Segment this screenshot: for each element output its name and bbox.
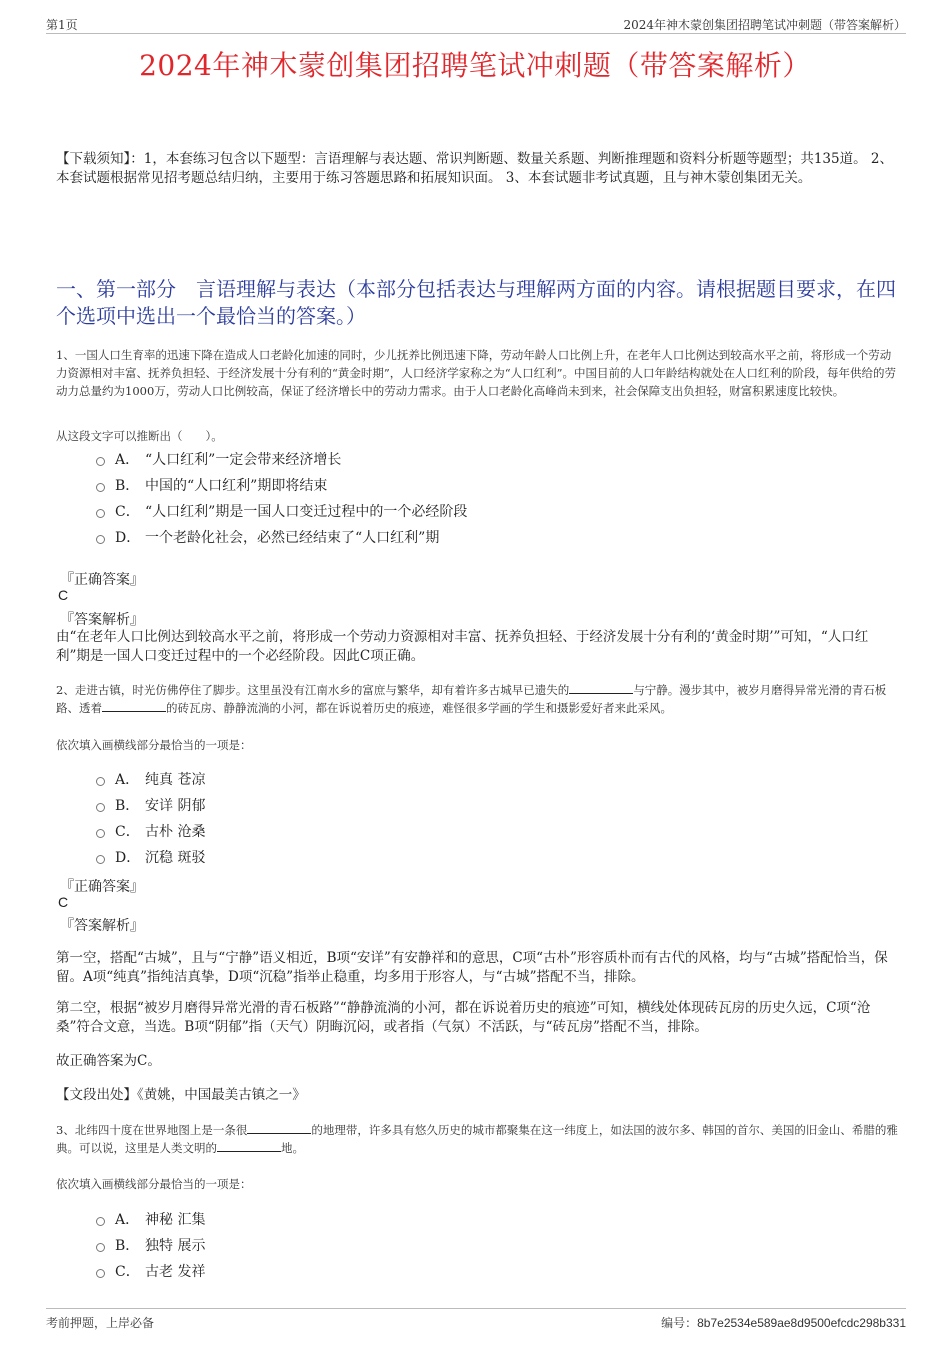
page-title: 2024年神木蒙创集团招聘笔试冲刺题（带答案解析） — [139, 49, 811, 82]
page-footer — [46, 1308, 906, 1332]
radio-icon[interactable] — [96, 457, 105, 466]
radio-icon[interactable] — [96, 1243, 105, 1252]
fill-blank — [217, 1141, 281, 1152]
option-c[interactable]: C． 古老 发祥 — [96, 1258, 796, 1284]
fill-blank — [569, 683, 633, 694]
fill-blank — [102, 701, 166, 712]
correct-answer-label: 『正确答案』 — [60, 879, 144, 895]
question-1-analysis: 由“在老年人口比例达到较高水平之前，将形成一个劳动力资源相对丰富、抚养负担轻、于经济发展十分有利的‘黄金时期’”可知，“人口红利”期是一国人口变迁过程中的一个必经阶段。因此C项正确。 — [56, 629, 869, 664]
radio-icon[interactable] — [96, 535, 105, 544]
option-c[interactable]: C． “人口红利”期是一国人口变迁过程中的一个必经阶段 — [96, 498, 796, 524]
question-1-options — [96, 446, 796, 550]
question-1-answer: C — [58, 587, 69, 603]
option-d[interactable]: D． 一个老龄化社会，必然已经结束了“人口红利”期 — [96, 524, 796, 550]
question-1-text: 1、一国人口生育率的迅速下降在造成人口老龄化加速的同时，少儿抚养比例迅速下降，劳动年龄人口比例上升，在老年人口比例达到较高水平之前，将形成一个劳动力资源相对丰富、抚养负担轻、于经济发展十分有利的“黄金时期”，人口经济学家称之为“人口红利”。中国目前的人口年龄结构就处在人口红利的阶段，每年供给的劳动力总量约为1000万，劳动人口比例较高，保证了经济增长中的劳动力需求。由于人口老龄化高峰尚未到来，社会保障支出负担轻，财富积累速度比较快。 — [56, 348, 897, 398]
footer-code: 编号：8b7e2534e589ae8d9500efcdc298b331 — [661, 1316, 906, 1330]
option-b[interactable]: B． 中国的“人口红利”期即将结束 — [96, 472, 796, 498]
option-a[interactable]: A． “人口红利”一定会带来经济增长 — [96, 446, 796, 472]
radio-icon[interactable] — [96, 483, 105, 492]
option-b[interactable]: B． 独特 展示 — [96, 1232, 796, 1258]
question-2-options — [96, 766, 796, 870]
question-2-conclusion: 故正确答案为C。 — [56, 1053, 161, 1069]
question-2-text: 2、走进古镇，时光仿佛停住了脚步。这里虽没有江南水乡的富庶与繁华，却有着许多古城早已遗失的 与宁静。漫步其中，被岁月磨得异常光滑的青石板路、透着 的砖瓦房、静静流淌的小河，都在诉说着历史的痕迹，难怪很多学画的学生和摄影爱好者来此采风。 — [56, 683, 887, 715]
option-a[interactable]: A． 神秘 汇集 — [96, 1206, 796, 1232]
question-2-source: 【文段出处】《黄姚，中国最美古镇之一》 — [56, 1087, 306, 1103]
option-d[interactable]: D． 沉稳 斑驳 — [96, 844, 796, 870]
question-3-options — [96, 1206, 796, 1284]
option-a[interactable]: A． 纯真 苍凉 — [96, 766, 796, 792]
question-3-text: 3、北纬四十度在世界地图上是一条很 的地理带，许多具有悠久历史的城市都聚集在这一纬度上，如法国的波尔多、韩国的首尔、美国的旧金山、希腊的雅典。可以说，这里是人类文明的 地。 — [56, 1123, 898, 1155]
question-3-prompt: 依次填入画横线部分最恰当的一项是： — [56, 1177, 252, 1191]
radio-icon[interactable] — [96, 1217, 105, 1226]
footer-slogan: 考前押题，上岸必备 — [46, 1316, 155, 1330]
radio-icon[interactable] — [96, 855, 105, 864]
option-c[interactable]: C． 古朴 沧桑 — [96, 818, 796, 844]
analysis-label: 『答案解析』 — [60, 918, 144, 934]
question-2-analysis-2: 第二空，根据“被岁月磨得异常光滑的青石板路”“静静流淌的小河，都在诉说着历史的痕迹”可知，横线处体现砖瓦房的历史久远，C项“沧桑”符合文意，当选。B项“阴郁”指（天气）阴晦沉闷，或者指（气氛）不活跃，与“砖瓦房”搭配不当，排除。 — [56, 1000, 871, 1035]
section-heading: 一、第一部分 言语理解与表达（本部分包括表达与理解两方面的内容。请根据题目要求，在四个选项中选出一个最恰当的答案。） — [56, 277, 896, 328]
page-number: 第1页 — [46, 18, 78, 32]
download-notice: 【下载须知】：1，本套练习包含以下题型：言语理解与表达题、常识判断题、数量关系题、判断推理题和资料分析题等题型；共135道。 2、本套试题根据常见招考题总结归纳，主要用于练习答题思路和拓展知识面。 3、本套试题非考试真题，且与神木蒙创集团无关。 — [56, 151, 893, 186]
header-doc-title: 2024年神木蒙创集团招聘笔试冲刺题（带答案解析） — [623, 18, 906, 32]
radio-icon[interactable] — [96, 777, 105, 786]
correct-answer-label: 『正确答案』 — [60, 572, 144, 588]
radio-icon[interactable] — [96, 803, 105, 812]
question-2-answer: C — [58, 894, 69, 910]
question-2-prompt: 依次填入画横线部分最恰当的一项是： — [56, 738, 252, 752]
analysis-label: 『答案解析』 — [60, 612, 144, 628]
question-1-prompt: 从这段文字可以推断出（ ）。 — [56, 429, 223, 443]
question-2-analysis-1: 第一空，搭配“古城”，且与“宁静”语义相近，B项“安详”有安静祥和的意思，C项“古朴”形容质朴而有古代的风格，均与“古城”搭配恰当，保留。A项“纯真”指纯洁真挚，D项“沉稳”指举止稳重，均多用于形容人，与“古城”搭配不当，排除。 — [56, 950, 888, 985]
radio-icon[interactable] — [96, 829, 105, 838]
page-header — [46, 14, 906, 34]
fill-blank — [247, 1123, 311, 1134]
radio-icon[interactable] — [96, 1269, 105, 1278]
option-b[interactable]: B． 安详 阴郁 — [96, 792, 796, 818]
radio-icon[interactable] — [96, 509, 105, 518]
